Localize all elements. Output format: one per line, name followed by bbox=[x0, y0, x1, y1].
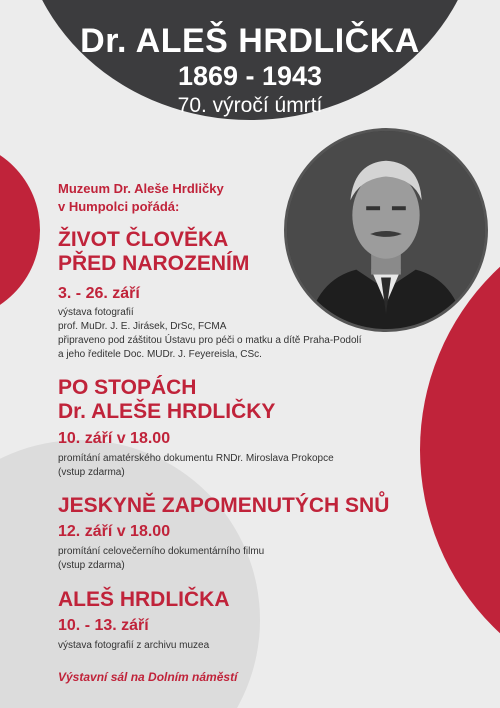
event-1-date: 3. - 26. září bbox=[58, 285, 140, 302]
event-1-detail: prof. MuDr. J. E. Jirásek, DrSc, FCMA bbox=[58, 321, 227, 332]
event-1-detail: a jeho ředitele Doc. MUDr. J. Feyereisla, CSc. bbox=[58, 349, 262, 360]
event-2-title-line2: Dr. ALEŠE HRDLIČKY bbox=[58, 400, 276, 423]
event-3-detail: (vstup zdarma) bbox=[58, 560, 125, 571]
portrait-photo bbox=[284, 128, 488, 332]
event-1-title bbox=[58, 228, 249, 276]
event-2-title-line1: PO STOPÁCH bbox=[58, 376, 197, 399]
portrait-illustration bbox=[287, 131, 485, 329]
event-1-title-line2: PŘED NAROZENÍM bbox=[58, 252, 250, 275]
intro-line-museum: Muzeum Dr. Aleše Hrdličky bbox=[58, 181, 224, 196]
intro-line-location: v Humpolci pořádá: bbox=[58, 199, 180, 214]
page-title: Dr. ALEŠ HRDLIČKA bbox=[80, 22, 420, 60]
event-4-date: 10. - 13. září bbox=[58, 617, 149, 634]
venue-footer: Výstavní sál na Dolním náměstí bbox=[58, 670, 238, 684]
event-4-detail: výstava fotografií z archivu muzea bbox=[58, 640, 210, 651]
event-1-title-line1: ŽIVOT ČLOVĚKA bbox=[58, 228, 229, 251]
event-3-detail: promítání celovečerního dokumentárního filmu bbox=[58, 546, 265, 557]
decorative-light-circle bbox=[0, 440, 260, 708]
decorative-red-circle-left bbox=[0, 140, 40, 320]
event-2-title bbox=[58, 376, 275, 424]
event-4-title: ALEŠ HRDLIČKA bbox=[58, 588, 230, 611]
life-years: 1869 - 1943 bbox=[177, 61, 323, 91]
event-3-date: 12. září v 18.00 bbox=[58, 523, 171, 540]
event-1-detail: připraveno pod záštitou Ústavu pro péči o matku a dítě Praha-Podolí bbox=[58, 335, 362, 346]
intro-text bbox=[58, 180, 224, 216]
event-2-detail: (vstup zdarma) bbox=[58, 467, 125, 478]
anniversary-subtitle: 70. výročí úmrtí bbox=[177, 94, 323, 117]
event-3-title: JESKYNĚ ZAPOMENUTÝCH SNŮ bbox=[58, 494, 390, 517]
event-2-detail: promítání amatérského dokumentu RNDr. Miroslava Prokopce bbox=[58, 453, 334, 464]
event-2-date: 10. září v 18.00 bbox=[58, 430, 171, 447]
event-1-detail: výstava fotografií bbox=[58, 307, 134, 318]
